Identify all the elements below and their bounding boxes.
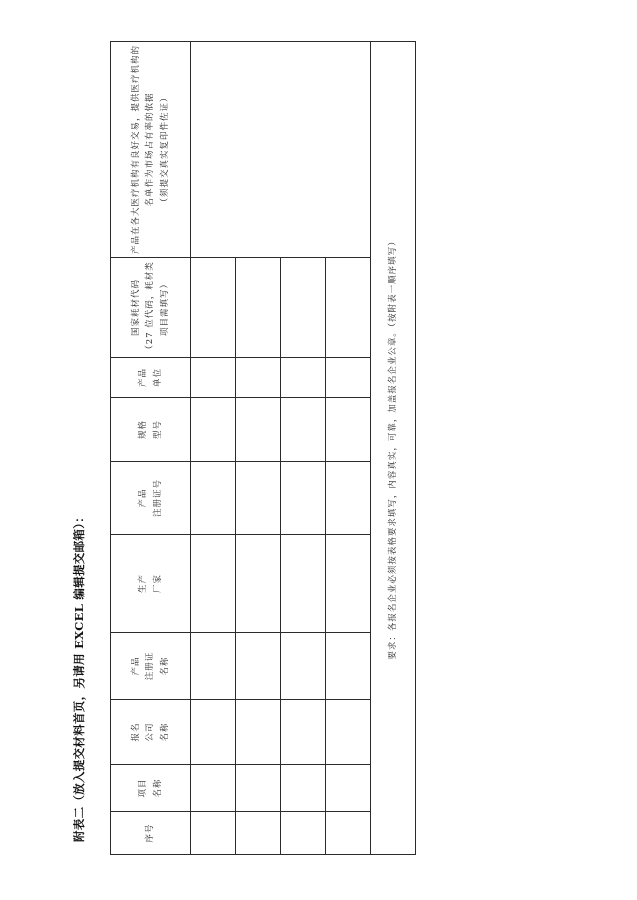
header-specification-model: 规格 型号	[111, 398, 191, 462]
table-cell	[326, 765, 371, 812]
table-cell	[236, 535, 281, 633]
table-cell	[236, 765, 281, 812]
table-cell	[326, 358, 371, 398]
table-cell	[191, 358, 236, 398]
requirements-note: 要求：各报名企业必须按表格要求填写，内容真实，可靠，加盖报名企业公章。（按附表一顺序填写）	[371, 42, 416, 855]
header-national-consumable-code: 国家耗材代码 （27 位代码，耗材类 项目需填写）	[111, 258, 191, 358]
header-serial-number: 序号	[111, 812, 191, 855]
table-cell	[191, 462, 236, 535]
table-cell	[281, 765, 326, 812]
market-evidence-cell	[191, 42, 371, 258]
table-cell	[236, 258, 281, 358]
table-cell	[191, 765, 236, 812]
header-project-name: 项目 名称	[111, 765, 191, 812]
header-market-evidence: 产品在各大医疗机构有良好交易，提供医疗机构的 名单作为市场占有率的依据 （须提交真实复印件佐证）	[111, 42, 191, 258]
table-cell	[236, 633, 281, 700]
table-cell	[191, 535, 236, 633]
header-registration-certificate-name: 产品 注册证 名称	[111, 633, 191, 700]
table-cell	[236, 812, 281, 855]
requirements-row	[371, 42, 416, 855]
table-cell	[281, 633, 326, 700]
table-cell	[281, 812, 326, 855]
table-cell	[326, 633, 371, 700]
registration-table	[110, 41, 416, 855]
table-cell	[281, 258, 326, 358]
table-cell	[191, 700, 236, 765]
table-cell	[236, 700, 281, 765]
table-row	[191, 42, 236, 855]
header-row	[111, 42, 191, 855]
table-cell	[281, 462, 326, 535]
table-cell	[281, 398, 326, 462]
appendix-title: 附表二（放入提交材料首页，另请用 EXCEL 编辑提交邮箱）：	[72, 510, 86, 842]
table-cell	[191, 812, 236, 855]
table-cell	[281, 358, 326, 398]
header-product-unit: 产品 单位	[111, 358, 191, 398]
table-cell	[326, 700, 371, 765]
table-cell	[236, 358, 281, 398]
table-cell	[326, 258, 371, 358]
table-cell	[191, 398, 236, 462]
table-cell	[326, 812, 371, 855]
table-cell	[236, 398, 281, 462]
table-cell	[326, 535, 371, 633]
table-cell	[326, 398, 371, 462]
header-manufacturer: 生产 厂家	[111, 535, 191, 633]
table-cell	[281, 700, 326, 765]
table-cell	[191, 633, 236, 700]
table-cell	[281, 535, 326, 633]
header-company-name: 报名 公司 名称	[111, 700, 191, 765]
table-cell	[236, 462, 281, 535]
table-cell	[191, 258, 236, 358]
header-registration-certificate-number: 产品 注册证号	[111, 462, 191, 535]
table-cell	[326, 462, 371, 535]
